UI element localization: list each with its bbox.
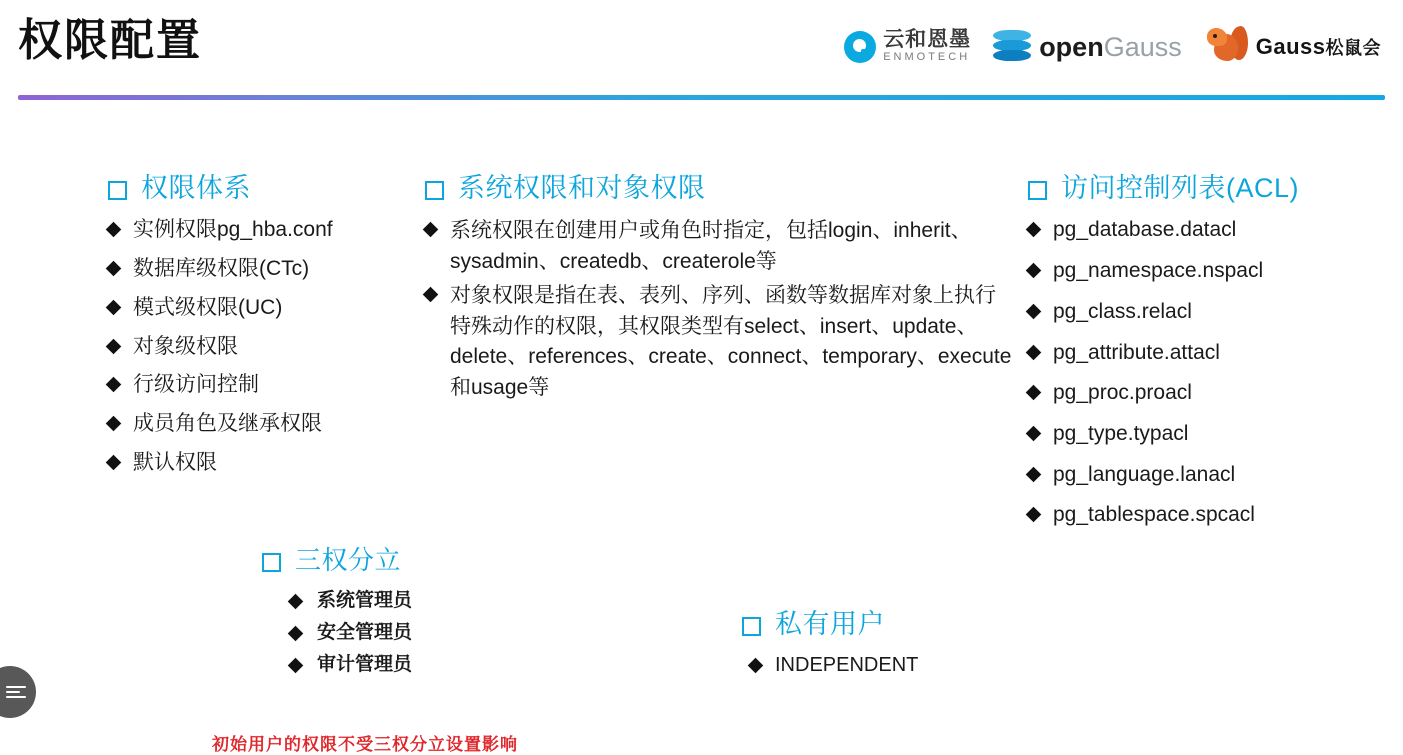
square-bullet-icon (742, 617, 761, 636)
list-item (108, 255, 418, 283)
section-heading-text: 权限体系 (141, 173, 251, 203)
opengauss-word-open: open (1039, 31, 1104, 62)
diamond-bullet-icon (288, 658, 304, 674)
squirrel-icon (1204, 26, 1250, 68)
list-item (1028, 461, 1388, 489)
list-item-label: 对象级权限 (133, 334, 238, 358)
diamond-bullet-icon (1026, 304, 1042, 320)
list-item-label: 行级访问控制 (133, 373, 259, 397)
diamond-bullet-icon (106, 300, 122, 316)
diamond-bullet-icon (106, 416, 122, 432)
list-item-label: pg_namespace.nspacl (1053, 259, 1264, 283)
list-item (108, 371, 418, 399)
list-item (108, 294, 418, 322)
section-heading-text: 私有用户 (775, 609, 885, 639)
diamond-bullet-icon (106, 261, 122, 277)
list-separation-of-powers (262, 588, 562, 677)
list-item-label: 系统管理员 (317, 590, 413, 612)
diamond-bullet-icon (1026, 385, 1042, 401)
list-item (425, 216, 1015, 277)
opengauss-word-gauss: Gauss (1103, 31, 1182, 62)
square-bullet-icon (108, 181, 127, 200)
section-heading-private-user (742, 608, 1042, 640)
enmotech-logo (844, 29, 971, 64)
section-heading-access-control-list (1028, 172, 1388, 204)
list-item-label: pg_type.typacl (1053, 421, 1189, 445)
list-item-label: pg_language.lanacl (1053, 462, 1236, 486)
list-item (290, 620, 562, 645)
list-item-label: 数据库级权限(CTc) (133, 257, 310, 281)
menu-bars-icon (6, 683, 26, 701)
section-private-user (742, 608, 1042, 690)
squirrel-word-cn: 松鼠会 (1325, 38, 1381, 58)
section-system-and-object-permissions (425, 172, 1015, 407)
diamond-bullet-icon (1026, 426, 1042, 442)
list-item-label: 安全管理员 (317, 622, 413, 644)
section-heading-system-and-object-permissions (425, 172, 1015, 204)
list-item-label: pg_tablespace.spcacl (1053, 503, 1255, 527)
section-heading-permission-system (108, 172, 418, 204)
section-heading-text: 访问控制列表(ACL) (1061, 173, 1300, 203)
section-heading-text: 三权分立 (295, 545, 402, 575)
diamond-bullet-icon (423, 287, 439, 303)
diamond-bullet-icon (748, 658, 764, 674)
opengauss-stack-icon (993, 30, 1031, 64)
list-item-label: INDEPENDENT (775, 654, 919, 677)
section-access-control-list (1028, 172, 1388, 542)
list-item-label: 审计管理员 (317, 654, 413, 676)
enmotech-mark-icon (844, 31, 876, 63)
squirrel-word-en: Gauss (1255, 34, 1326, 59)
list-item-label: 默认权限 (133, 450, 217, 474)
list-item (425, 281, 1015, 403)
enmotech-logo-en: ENMOTECH (883, 51, 971, 64)
gauss-squirrel-logo (1204, 26, 1381, 68)
diamond-bullet-icon (106, 222, 122, 238)
square-bullet-icon (425, 181, 444, 200)
logo-row (844, 26, 1381, 68)
diamond-bullet-icon (1026, 222, 1042, 238)
list-permission-system (108, 216, 418, 476)
diamond-bullet-icon (106, 377, 122, 393)
list-item-label: 成员角色及继承权限 (133, 411, 322, 435)
diamond-bullet-icon (288, 626, 304, 642)
list-item (1028, 216, 1388, 244)
list-item-label: pg_database.datacl (1053, 218, 1237, 242)
diamond-bullet-icon (288, 594, 304, 610)
list-item (290, 588, 562, 613)
footnote: 初始用户的权限不受三权分立设置影响 (212, 735, 518, 754)
section-heading-separation-of-powers (262, 545, 562, 576)
list-item (1028, 420, 1388, 448)
list-item (108, 333, 418, 361)
list-item-label: 系统权限在创建用户或角色时指定，包括login、inherit、 sysadmin、createdb、createrole等 (450, 219, 972, 273)
diamond-bullet-icon (106, 338, 122, 354)
diamond-bullet-icon (1026, 263, 1042, 279)
list-system-and-object-permissions (425, 216, 1015, 403)
list-private-user (742, 652, 1042, 678)
section-permission-system (108, 172, 418, 487)
square-bullet-icon (262, 553, 281, 572)
list-item (750, 652, 1042, 678)
section-heading-text: 系统权限和对象权限 (458, 173, 706, 203)
list-item-label: pg_class.relacl (1053, 299, 1192, 323)
list-item-label: 模式级权限(UC) (133, 295, 283, 319)
page-title: 权限配置 (18, 16, 202, 65)
diamond-bullet-icon (1026, 466, 1042, 482)
list-item (1028, 298, 1388, 326)
menu-icon[interactable] (0, 666, 36, 718)
opengauss-logo (993, 30, 1182, 64)
list-item (1028, 257, 1388, 285)
diamond-bullet-icon (423, 222, 439, 238)
list-item-label: pg_attribute.attacl (1053, 340, 1220, 364)
header-divider (18, 95, 1385, 100)
gauss-squirrel-text (1256, 34, 1381, 60)
list-item (108, 216, 418, 244)
opengauss-logo-text (1039, 31, 1182, 62)
section-separation-of-powers (262, 545, 562, 684)
list-item (1028, 379, 1388, 407)
list-access-control-list (1028, 216, 1388, 529)
list-item (1028, 501, 1388, 529)
diamond-bullet-icon (1026, 507, 1042, 523)
list-item-label: pg_proc.proacl (1053, 381, 1192, 405)
list-item-label: 对象权限是指在表、表列、序列、函数等数据库对象上执行特殊动作的权限，其权限类型有select、insert、update、delete、references、create、connect、temporary、execute和usage等 (450, 284, 1012, 399)
list-item (290, 652, 562, 677)
square-bullet-icon (1028, 181, 1047, 200)
list-item (108, 449, 418, 477)
list-item-label: 实例权限pg_hba.conf (133, 218, 333, 242)
list-item (1028, 339, 1388, 367)
diamond-bullet-icon (1026, 344, 1042, 360)
enmotech-logo-cn: 云和恩墨 (883, 28, 972, 52)
list-item (108, 410, 418, 438)
diamond-bullet-icon (106, 454, 122, 470)
